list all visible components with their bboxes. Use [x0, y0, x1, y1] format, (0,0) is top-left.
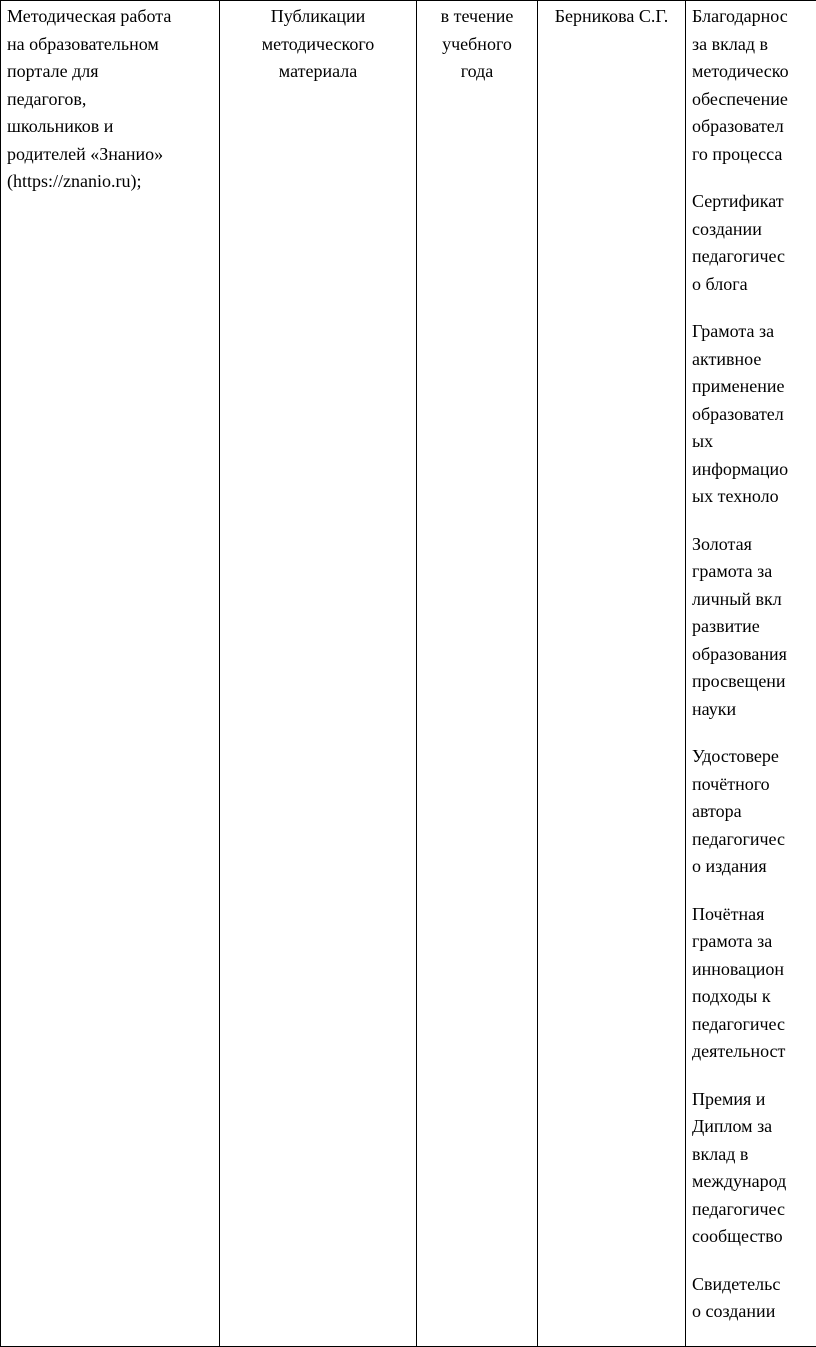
- period-cell: в течение учебного года: [417, 1, 538, 1347]
- award-item: Сертификат создании педагогичес о блога: [692, 188, 816, 298]
- award-item: Удостовере почётного автора педагогичес о издания: [692, 743, 816, 881]
- award-item: Свидетельс о создании: [692, 1271, 816, 1326]
- responsible-cell: Берникова С.Г.: [538, 1, 686, 1347]
- award-item: Премия и Диплом за вклад в международ педагогичес сообщество: [692, 1086, 816, 1251]
- award-item: Благодарнос за вклад в методическо обеспечение образовател го процесса: [692, 3, 816, 168]
- award-item: Золотая грамота за личный вкл развитие образования просвещени науки: [692, 531, 816, 724]
- table-row: [1, 1, 816, 1347]
- form-cell: Публикации методического материала: [220, 1, 417, 1347]
- award-item: Грамота за активное применение образовател ых информацио ых техноло: [692, 318, 816, 511]
- award-item: Почётная грамота за инновацион подходы к педагогичес деятельност: [692, 901, 816, 1066]
- awards-cell: [686, 1, 816, 1347]
- activity-cell: Методическая работа на образовательном портале для педагогов, школьников и родителей «Знанио» (https://znanio.ru);: [1, 1, 220, 1347]
